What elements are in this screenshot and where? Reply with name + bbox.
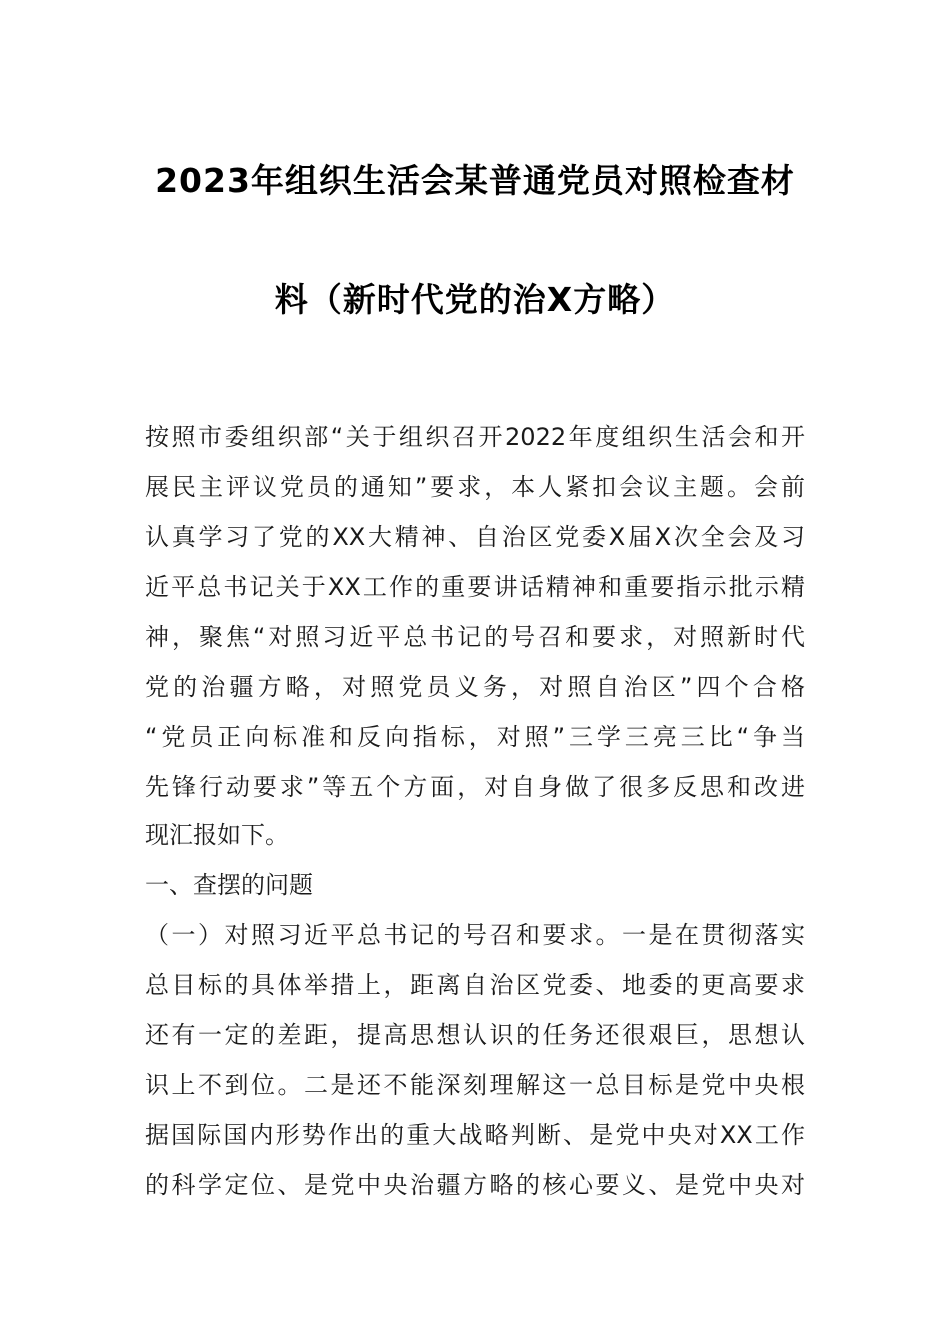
body-line: 近平总书记关于XX工作的重要讲话精神和重要指示批示精 xyxy=(145,573,805,601)
body-line: 的科学定位、是党中央治疆方略的核心要义、是党中央对 xyxy=(145,1171,805,1199)
body-line: 按照市委组织部“关于组织召开2022年度组织生活会和开 xyxy=(145,423,805,451)
body-line: 识上不到位。二是还不能深刻理解这一总目标是党中央根 xyxy=(145,1071,805,1099)
body-line: 党的治疆方略，对照党员义务，对照自治区”四个合格 xyxy=(145,673,805,701)
body-line: 现汇报如下。 xyxy=(145,821,289,849)
body-line: “党员正向标准和反向指标，对照”三学三亮三比“争当 xyxy=(145,723,805,751)
document-title-line-1: 2023年组织生活会某普通党员对照检查材 xyxy=(155,161,795,200)
body-line: 展民主评议党员的通知”要求，本人紧扣会议主题。会前 xyxy=(145,473,805,501)
body-line: 总目标的具体举措上，距离自治区党委、地委的更高要求 xyxy=(145,971,805,999)
body-line: 先锋行动要求”等五个方面，对自身做了很多反思和改进 xyxy=(145,773,805,801)
body-line: （一）对照习近平总书记的号召和要求。一是在贯彻落实 xyxy=(145,921,805,949)
document-title-line-2: 料（新时代党的治X方略） xyxy=(274,280,676,319)
body-line: 认真学习了党的XX大精神、自治区党委X届X次全会及习 xyxy=(145,523,805,551)
body-line: 还有一定的差距，提高思想认识的任务还很艰巨，思想认 xyxy=(145,1021,805,1049)
section-heading: 一、查摆的问题 xyxy=(145,871,313,899)
body-line: 据国际国内形势作出的重大战略判断、是党中央对XX工作 xyxy=(145,1121,805,1149)
body-line: 神，聚焦“对照习近平总书记的号召和要求，对照新时代 xyxy=(145,623,805,651)
